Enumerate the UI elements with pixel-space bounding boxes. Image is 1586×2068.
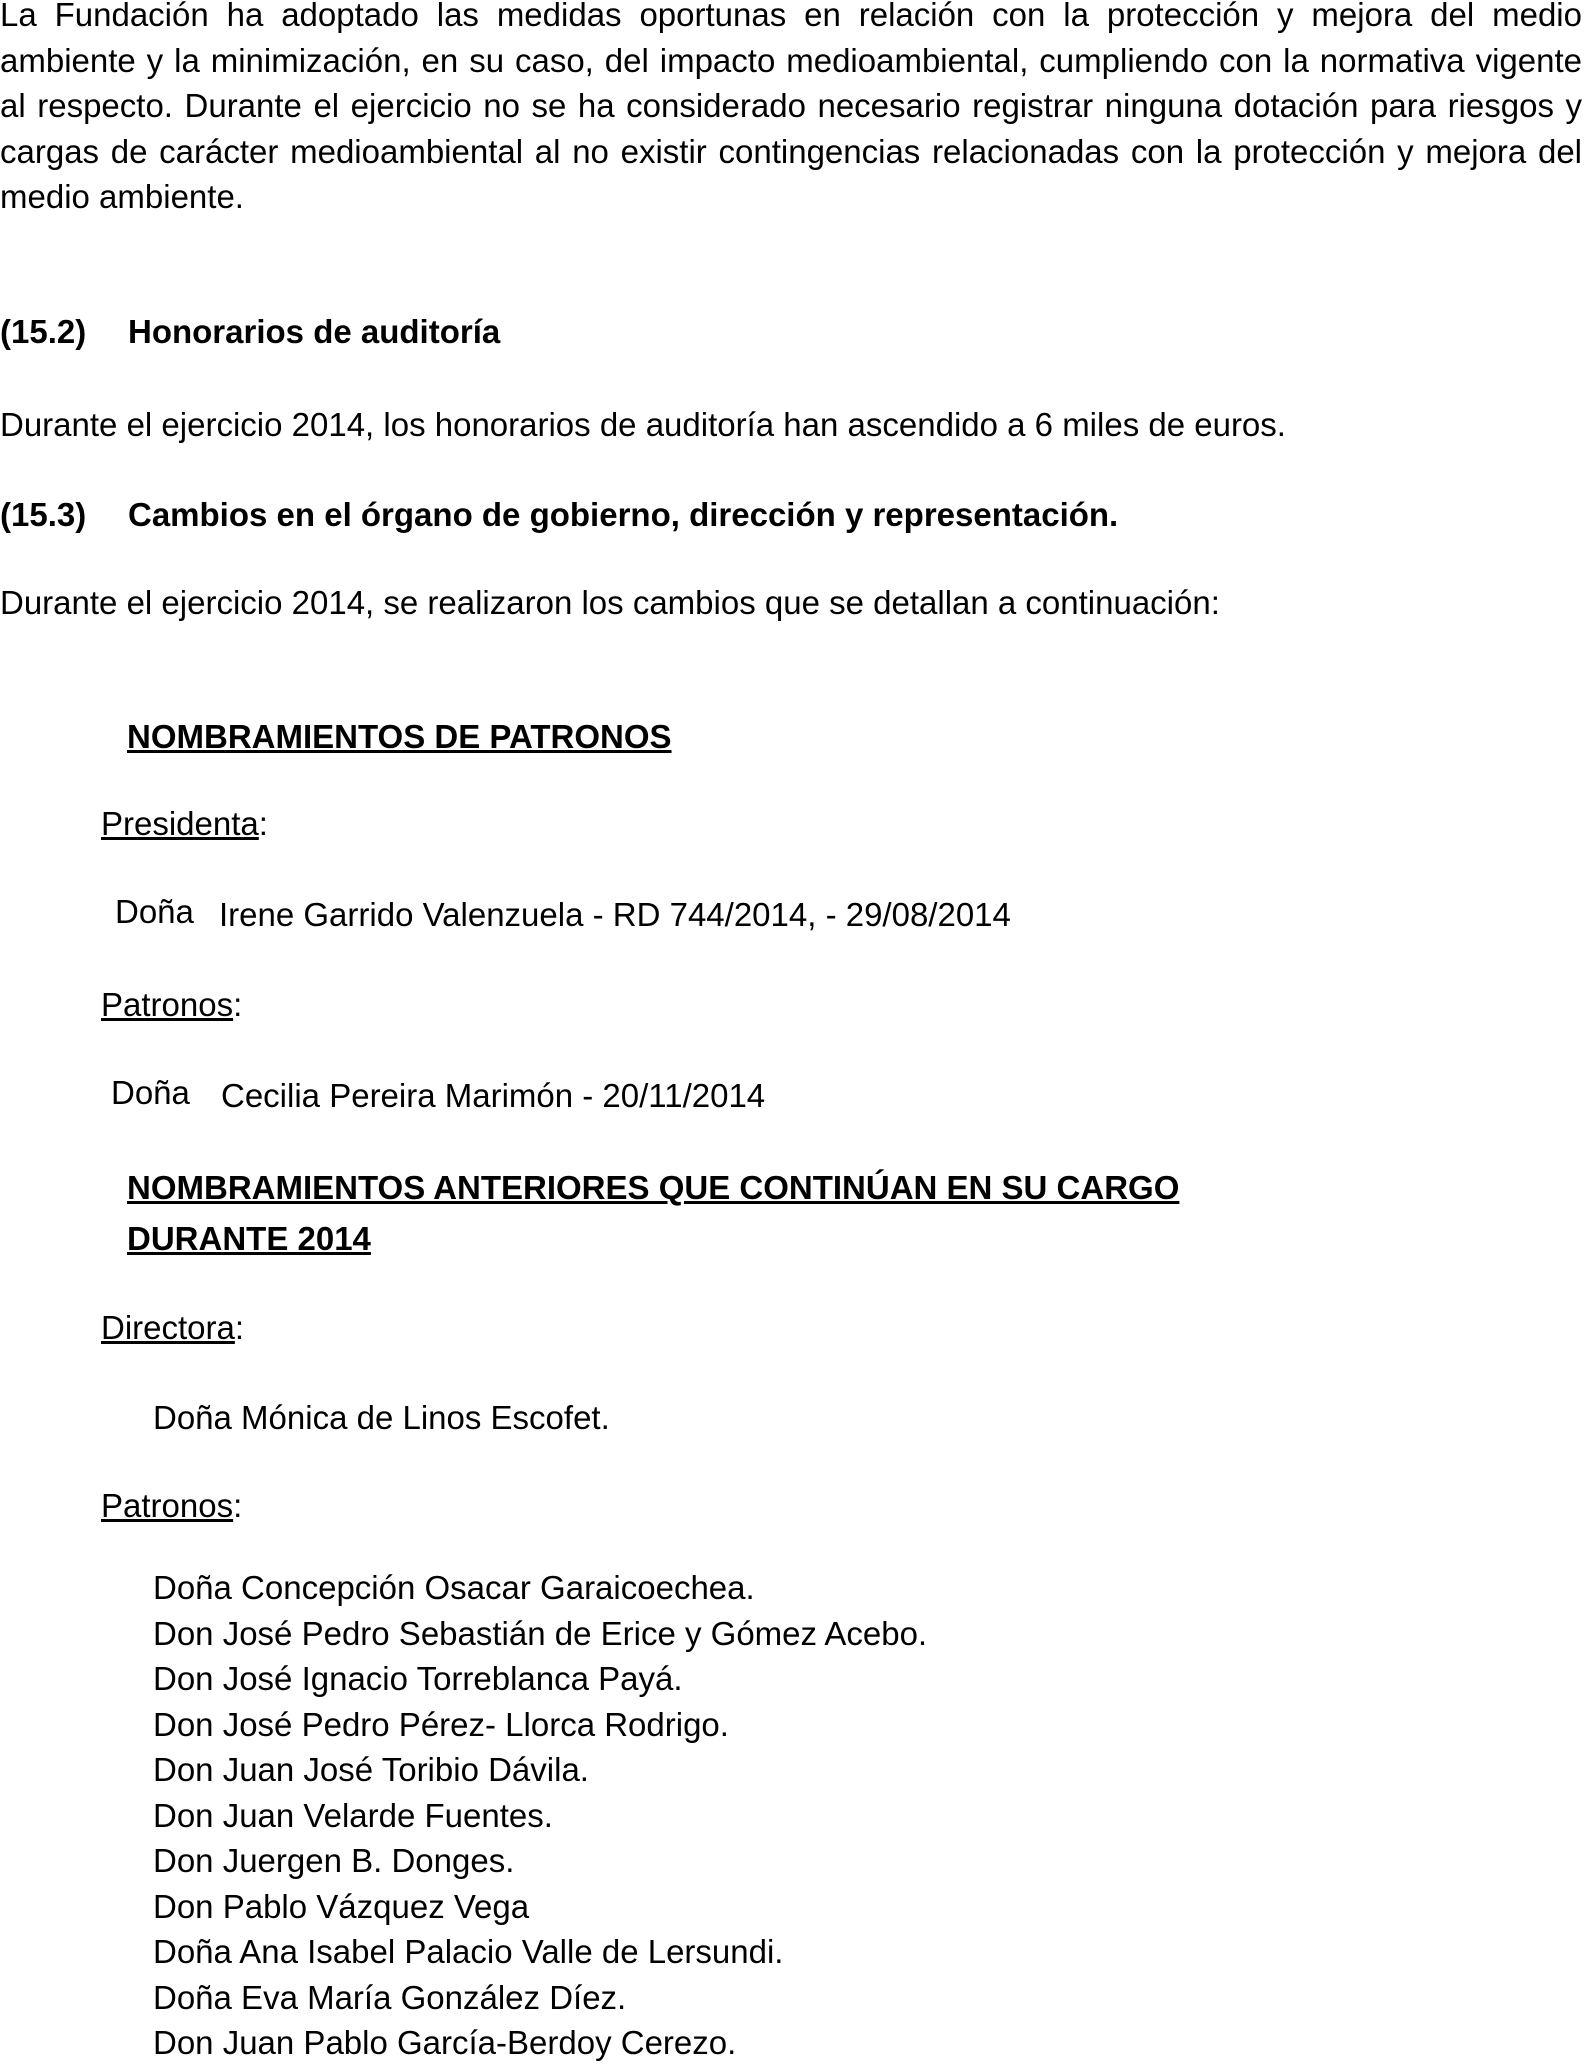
section-15-2-title: Honorarios de auditoría xyxy=(128,313,501,350)
patronos-label-line xyxy=(101,985,242,1025)
patronos-anteriores-colon: : xyxy=(233,1487,243,1524)
section-15-3-heading xyxy=(0,495,1118,535)
list-item: Don Juan José Toribio Dávila. xyxy=(153,1751,589,1788)
anteriores-heading-line2: DURANTE 2014 xyxy=(127,1220,371,1257)
directora-label: Directora xyxy=(101,1309,235,1346)
presidenta-label-line xyxy=(101,804,268,844)
section-15-2-heading xyxy=(0,312,500,352)
patronos-anteriores-label: Patronos xyxy=(101,1487,234,1524)
presidenta-label: Presidenta xyxy=(101,805,259,842)
section-15-2-number: (15.2) xyxy=(0,313,87,350)
patronos-anteriores-label-line xyxy=(101,1486,242,1526)
list-item: Doña Concepción Osacar Garaicoechea. xyxy=(153,1569,755,1606)
presidenta-entry: Irene Garrido Valenzuela - RD 744/2014, - 29/08/2014 xyxy=(219,896,1011,933)
changes-intro-text: Durante el ejercicio 2014, se realizaron los cambios que se detallan a continuación: xyxy=(0,584,1220,621)
presidenta-title: Doña xyxy=(115,893,194,930)
directora-colon: : xyxy=(234,1309,245,1346)
list-item: Don Pablo Vázquez Vega xyxy=(153,1887,530,1925)
list-item: Don José Pedro Pérez- Llorca Rodrigo. xyxy=(153,1705,729,1743)
list-item: Don José Ignacio Torreblanca Payá. xyxy=(153,1660,683,1697)
environment-paragraph: La Fundación ha adoptado las medidas oportunas en relación con la protección y mejora del medio ambiente y la minimización, en su caso, del impacto medioambiental, cumpliendo con la normativa vigente al respecto. Durante el ejercicio no se ha considerado necesario registrar ninguna dotación para riesgos y cargas de carácter medioambiental al no existir contingencias relacionadas con la protección y mejora del medio ambiente. xyxy=(0,0,1582,215)
list-item: Doña Eva María González Díez. xyxy=(153,1978,627,2016)
list-item: Don Juan Velarde Fuentes. xyxy=(153,1796,553,1834)
list-item: Doña Ana Isabel Palacio Valle de Lersundi. xyxy=(153,1933,784,1970)
list-item: Don José Pedro Sebastián de Erice y Gómez Acebo. xyxy=(153,1614,928,1652)
patronos-list xyxy=(153,1565,927,2066)
list-item: Don Juan Pablo García-Berdoy Cerezo. xyxy=(153,2024,737,2061)
patrono-entry: Cecilia Pereira Marimón - 20/11/2014 xyxy=(221,1077,766,1114)
patronos-label: Patronos xyxy=(101,986,234,1023)
nombramientos-heading: NOMBRAMIENTOS DE PATRONOS xyxy=(127,718,672,755)
patrono-title: Doña xyxy=(111,1074,190,1111)
audit-fees-text: Durante el ejercicio 2014, los honorarios de auditoría han ascendido a 6 miles de euros. xyxy=(0,406,1286,443)
patronos-colon: : xyxy=(233,986,243,1023)
directora-label-line xyxy=(101,1308,244,1348)
anteriores-heading-line1: NOMBRAMIENTOS ANTERIORES QUE CONTINÚAN EN SU CARGO xyxy=(127,1169,1180,1206)
presidenta-colon: : xyxy=(258,805,268,842)
directora-entry: Doña Mónica de Linos Escofet. xyxy=(153,1399,610,1436)
section-15-3-title: Cambios en el órgano de gobierno, dirección y representación. xyxy=(128,496,1119,533)
list-item: Don Juergen B. Donges. xyxy=(153,1842,515,1879)
section-15-3-number: (15.3) xyxy=(0,496,87,533)
